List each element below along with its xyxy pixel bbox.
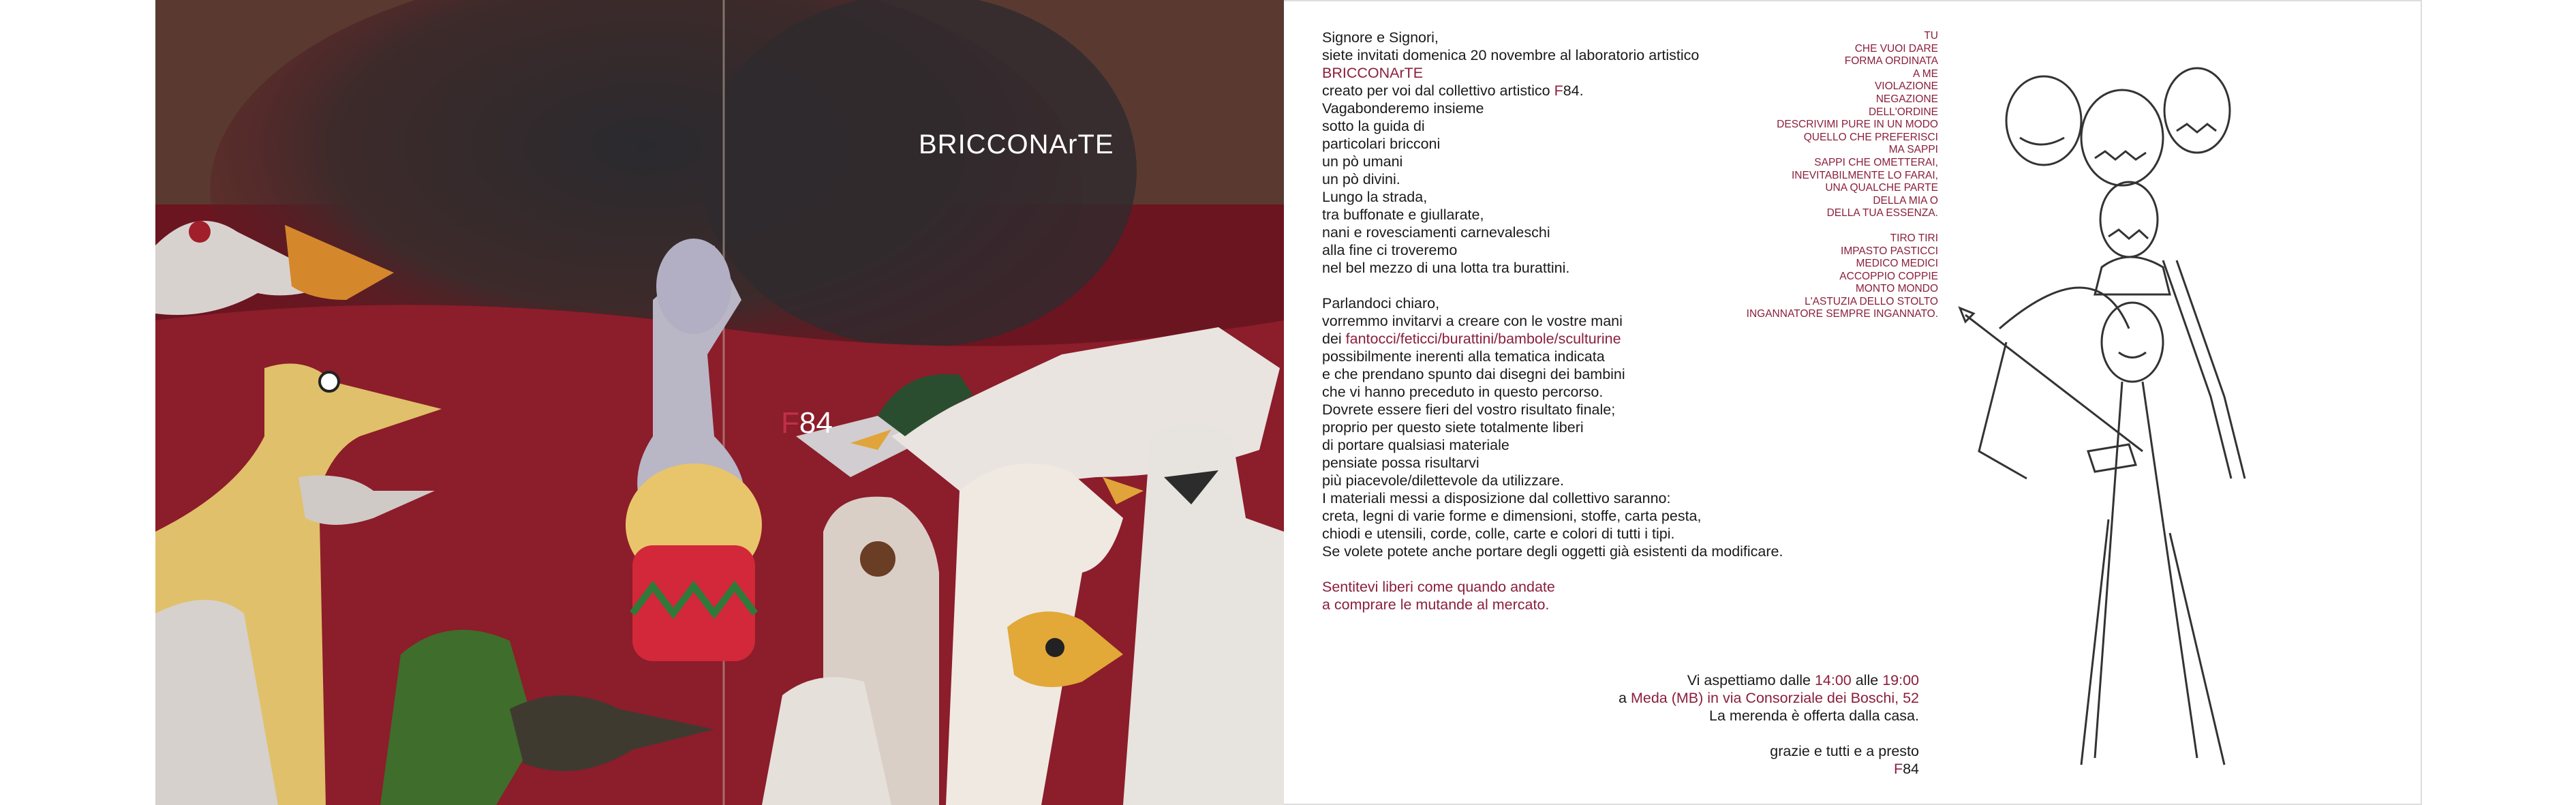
cover-mark bbox=[781, 406, 833, 440]
poem-line: IMPASTO PASTICCI bbox=[1841, 245, 1938, 257]
poem-line: NEGAZIONE bbox=[1875, 93, 1938, 105]
body-line: di portare qualsiasi materiale bbox=[1322, 437, 1509, 453]
objects-pre: dei bbox=[1322, 331, 1346, 347]
poem-line: UNA QUALCHE PARTE bbox=[1825, 182, 1938, 194]
poem-line: SAPPI CHE OMETTERAI, bbox=[1814, 156, 1938, 168]
poem-line: MONTO MONDO bbox=[1855, 283, 1938, 295]
poem bbox=[1693, 30, 1938, 321]
free-line: a comprare le mutande al mercato. bbox=[1322, 596, 1550, 613]
body-line: Dovrete essere fieri del vostro risultato finale; bbox=[1322, 401, 1616, 418]
poem-line: INEVITABILMENTE LO FARAI, bbox=[1791, 169, 1938, 181]
body-lines bbox=[1322, 348, 1854, 560]
intro-line: Vagabonderemo insieme bbox=[1322, 100, 1484, 117]
signature-f: F bbox=[1893, 761, 1903, 777]
body-line: chiodi e utensili, corde, colle, carte e colori di tutti i tipi. bbox=[1322, 526, 1675, 542]
paragraph-gap bbox=[1322, 560, 1854, 578]
poem-line: ACCOPPIO COPPIE bbox=[1839, 270, 1938, 282]
signature-number: 84 bbox=[1903, 761, 1919, 777]
intro-line: sotto la guida di bbox=[1322, 118, 1425, 134]
body-line: Se volete potete anche portare degli oggetti già esistenti da modificare. bbox=[1322, 543, 1783, 560]
body-line: creta, legni di varie forme e dimensioni, stoffe, carta pesta, bbox=[1322, 508, 1702, 524]
poem-line: TU bbox=[1924, 30, 1938, 42]
place-address: Meda (MB) in via Consorziale dei Boschi, 52 bbox=[1630, 690, 1919, 706]
poem-line: CHE VUOI DARE bbox=[1854, 42, 1938, 55]
intro-line: un pò umani bbox=[1322, 153, 1403, 170]
lab-name: BRICCONArTE bbox=[1322, 65, 1424, 81]
snack-line: La merenda è offerta dalla casa. bbox=[1709, 708, 1919, 724]
poem-line: FORMA ORDINATA bbox=[1844, 55, 1938, 67]
cover-title: BRICCONArTE bbox=[919, 130, 1114, 160]
child-drawing bbox=[1925, 42, 2306, 792]
time-pre: Vi aspettiamo dalle bbox=[1687, 672, 1815, 688]
objects-line bbox=[1322, 330, 1854, 348]
thanks-line: grazie e tutti e a presto bbox=[1770, 743, 1919, 759]
poem-line: L'ASTUZIA DELLO STOLTO bbox=[1805, 295, 1938, 307]
body-line: I materiali messi a disposizione dal collettivo saranno: bbox=[1322, 490, 1671, 506]
painting-illustration bbox=[155, 0, 1284, 805]
body-line: pensiate possa risultarvi bbox=[1322, 455, 1479, 471]
free-line: Sentitevi liberi come quando andate bbox=[1322, 579, 1555, 595]
place-pre: a bbox=[1619, 690, 1631, 706]
intro-line: tra buffonate e giullarate, bbox=[1322, 207, 1484, 223]
poem-line: DESCRIVIMI PURE IN UN MODO bbox=[1777, 119, 1938, 131]
intro-line: alla fine ci troveremo bbox=[1322, 242, 1458, 258]
time-mid: alle bbox=[1851, 672, 1883, 688]
created-pre: creato per voi dal collettivo artistico bbox=[1322, 82, 1554, 99]
place-line bbox=[1322, 689, 1919, 707]
cover-mark-f: F bbox=[781, 406, 799, 440]
invitation-page bbox=[1284, 0, 2422, 805]
poem-line: DELLA TUA ESSENZA. bbox=[1826, 207, 1938, 219]
invite-line: siete invitati domenica 20 novembre al laboratorio artistico bbox=[1322, 47, 1700, 63]
poem-line: DELL'ORDINE bbox=[1868, 106, 1938, 118]
poem-line: DELLA MIA O bbox=[1873, 194, 1938, 207]
cover-mark-number: 84 bbox=[799, 406, 833, 440]
intro-line: particolari bricconi bbox=[1322, 136, 1441, 152]
cover-painting bbox=[155, 0, 1284, 805]
objects-list: fantocci/feticci/burattini/bambole/sculturine bbox=[1345, 331, 1621, 347]
body-line: e che prendano spunto dai disegni dei bambini bbox=[1322, 366, 1625, 382]
poem-line: MA SAPPI bbox=[1888, 144, 1938, 156]
body-line: che vi hanno preceduto in questo percorso. bbox=[1322, 384, 1604, 400]
greeting: Signore e Signori, bbox=[1322, 29, 1439, 46]
intro-line: nel bel mezzo di una lotta tra burattini. bbox=[1322, 260, 1570, 276]
body-line: più piacevole/dilettevole da utilizzare. bbox=[1322, 472, 1564, 489]
poem-line: VIOLAZIONE bbox=[1874, 80, 1938, 93]
time-line bbox=[1322, 671, 1919, 689]
body-line: proprio per questo siete totalmente liberi bbox=[1322, 419, 1584, 436]
signature bbox=[1322, 760, 1919, 778]
poem-line: MEDICO MEDICI bbox=[1856, 258, 1938, 270]
created-post: 84. bbox=[1563, 82, 1584, 99]
closing-block bbox=[1322, 671, 1919, 778]
intro-line: Lungo la strada, bbox=[1322, 189, 1428, 205]
poem-line: A ME bbox=[1912, 67, 1938, 80]
body-line: possibilmente inerenti alla tematica indicata bbox=[1322, 348, 1605, 365]
intro-line: un pò divini. bbox=[1322, 171, 1400, 187]
body-line: Parlandoci chiaro, bbox=[1322, 295, 1440, 312]
time-end: 19:00 bbox=[1882, 672, 1919, 688]
poem-line: TIRO TIRI bbox=[1890, 232, 1938, 244]
poem-line: INGANNATORE SEMPRE INGANNATO. bbox=[1746, 308, 1938, 320]
body-line: vorremmo invitarvi a creare con le vostre mani bbox=[1322, 313, 1623, 329]
intro-line: nani e rovesciamenti carnevaleschi bbox=[1322, 224, 1550, 241]
stanza-gap bbox=[1693, 220, 1938, 232]
time-start: 14:00 bbox=[1814, 672, 1852, 688]
created-f: F bbox=[1554, 82, 1563, 99]
paragraph-gap bbox=[1322, 725, 1919, 742]
poem-line: QUELLO CHE PREFERISCI bbox=[1803, 131, 1938, 143]
